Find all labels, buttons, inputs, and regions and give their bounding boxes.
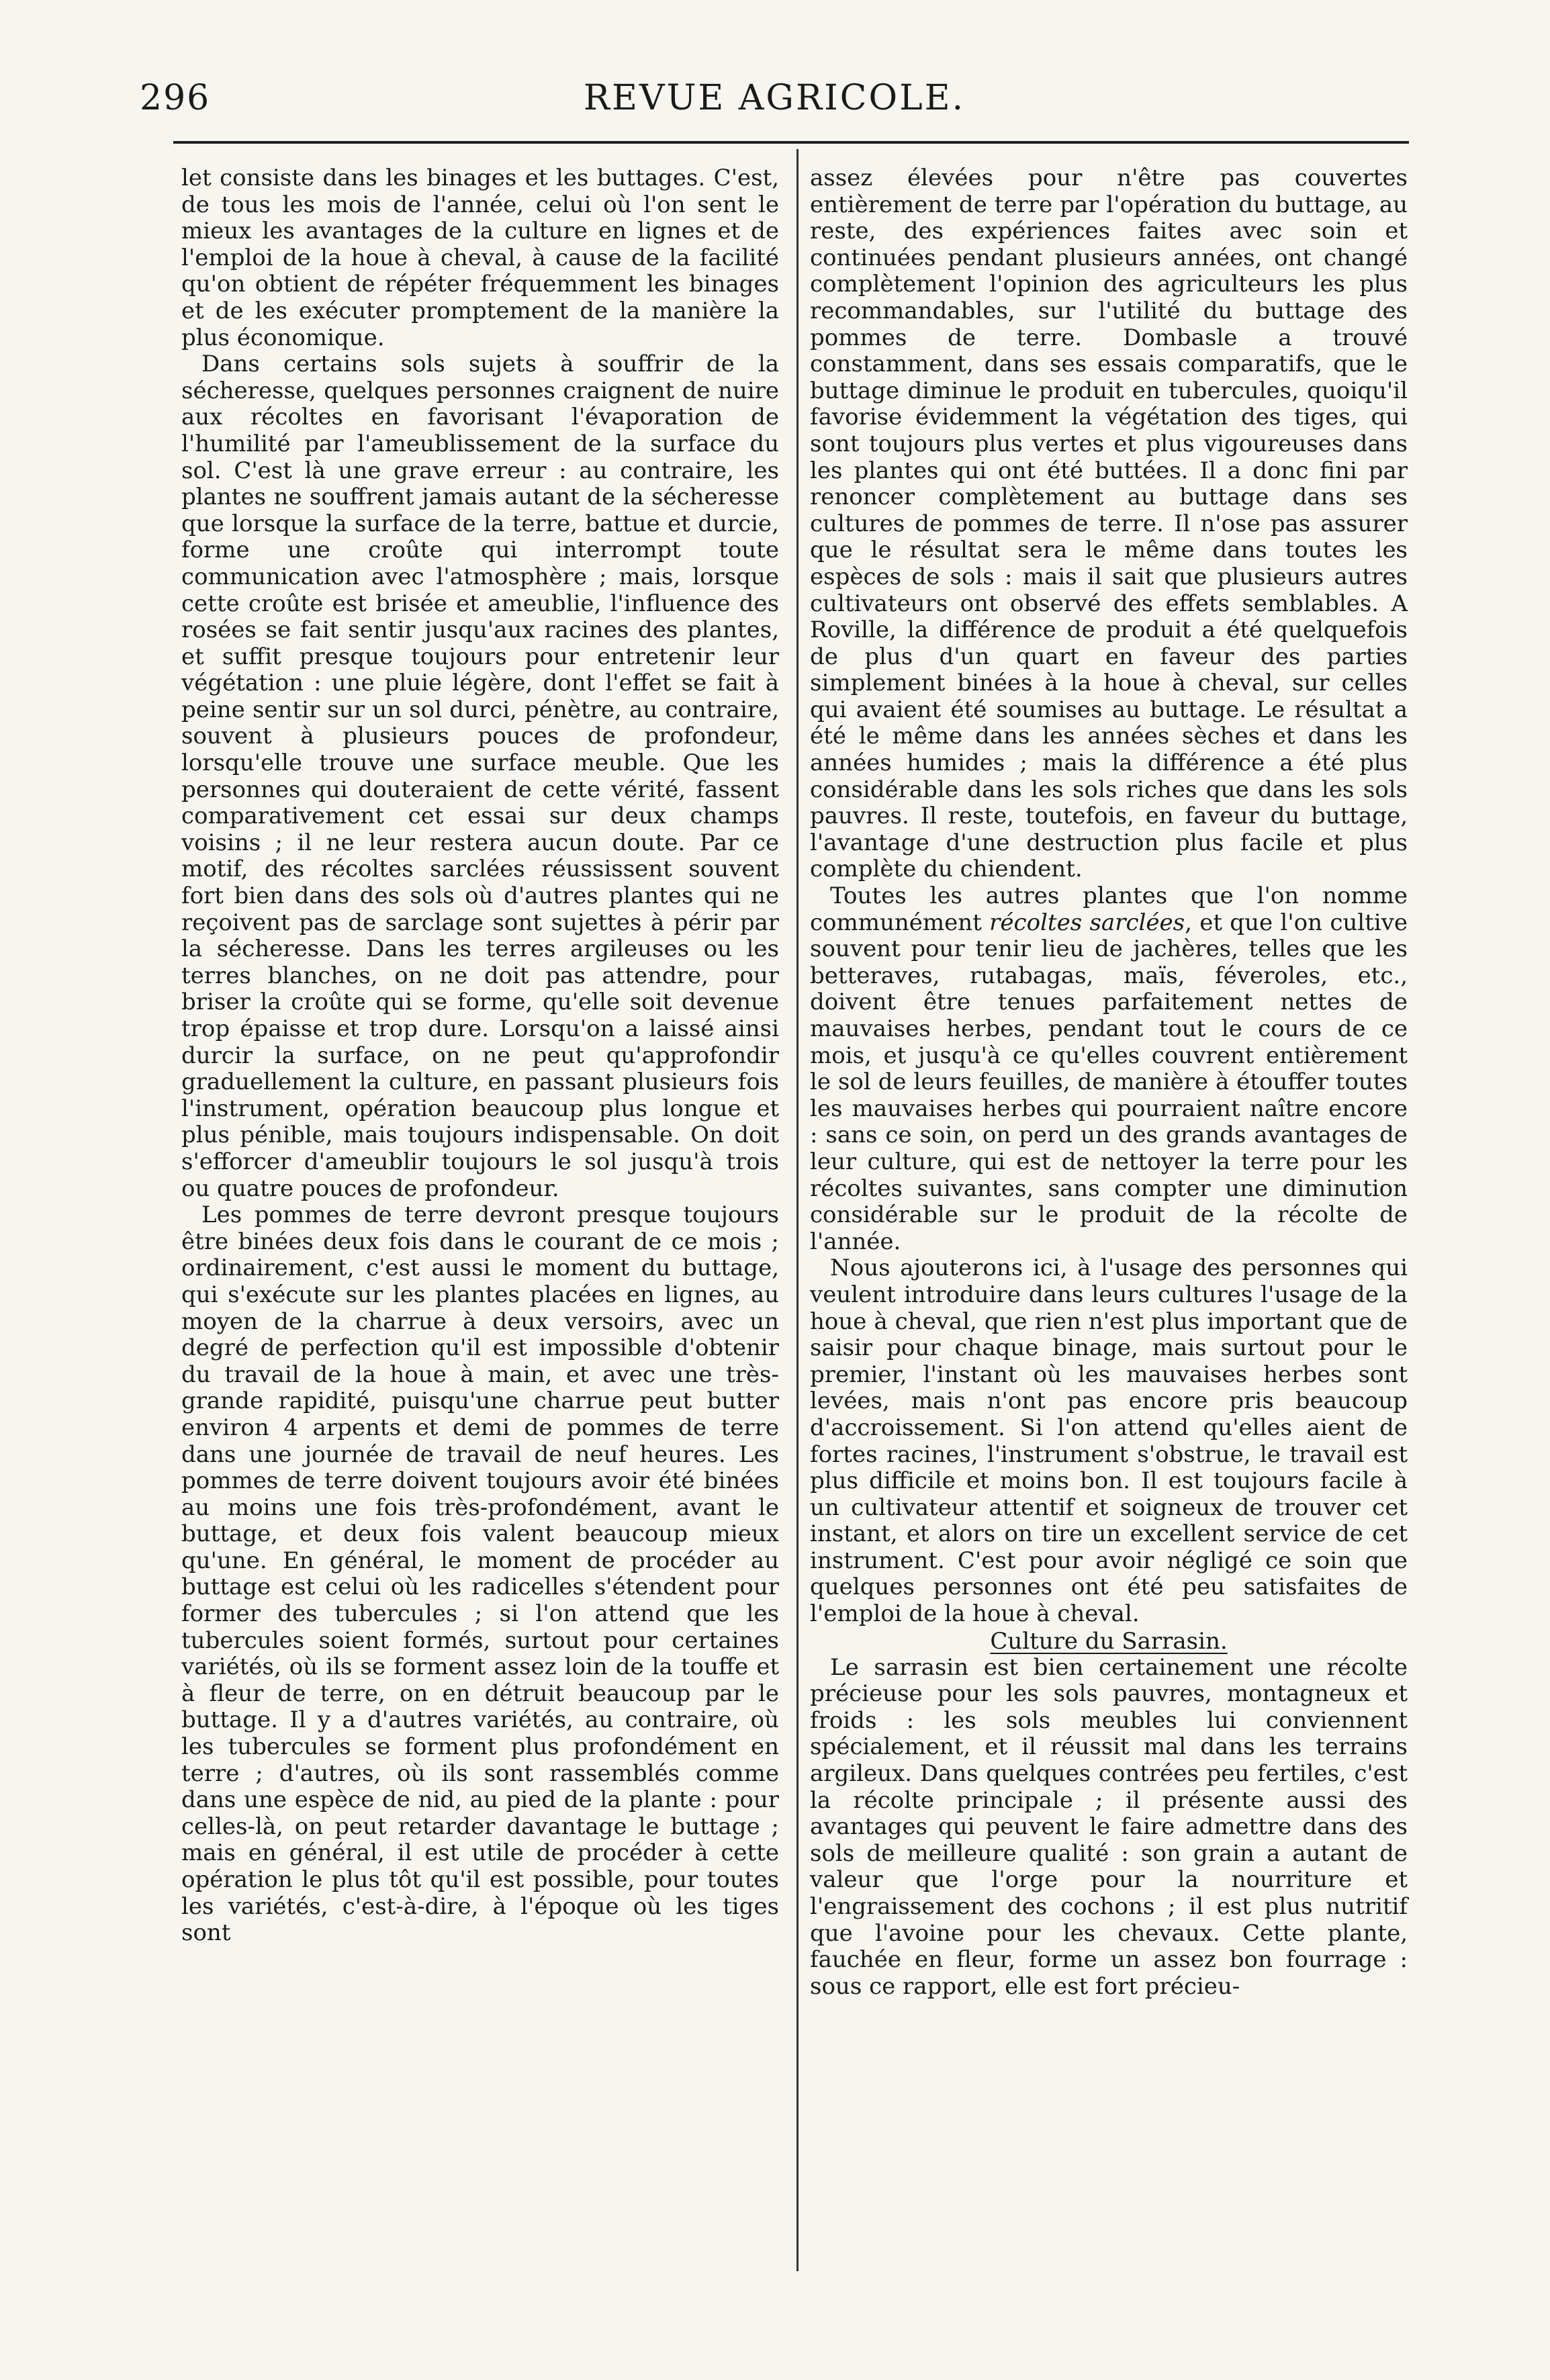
header-rule — [173, 141, 1409, 144]
section-title: Culture du Sarrasin. — [990, 1627, 1228, 1655]
italic-term: récoltes sarclées — [989, 909, 1185, 936]
right-column — [810, 165, 1408, 2000]
paragraph: let consiste dans les binages et les buttages. C'est, de tous les mois de l'année, celui où l'on sent le mieux les avantages de la culture en lignes et de l'emploi de la houe à cheval, à cause de la facilité qu'on obtient de répéter fréquemment les binages et de les exécuter promptement de la manière la plus économique. — [181, 165, 779, 351]
paragraph: Dans certains sols sujets à souffrir de la sécheresse, quelques personnes craignent de nuire aux récoltes en favorisant l'évaporation de l'humilité par l'ameublissement de la surface du sol. C'est là une grave erreur : au contraire, les plantes ne souffrent jamais autant de la sécheresse que lorsque la surface de la terre, battue et durcie, forme une croûte qui interrompt toute communication avec l'atmosphère ; mais, lorsque cette croûte est brisée et ameublie, l'influence des rosées se fait sentir jusqu'aux racines des plantes, et suffit presque toujours pour entretenir leur végétation : une pluie légère, dont l'effet se fait à peine sentir sur un sol durci, pénètre, au contraire, souvent à plusieurs pouces de profondeur, lorsqu'elle trouve une surface meuble. Que les personnes qui douteraient de cette vérité, fassent comparativement cet essai sur deux champs voisins ; il ne leur restera aucun doute. Par ce motif, des récoltes sarclées réussissent souvent fort bien dans des sols où d'autres plantes qui ne reçoivent pas de sarclage sont sujettes à périr par la sécheresse. Dans les terres argileuses ou les terres blanches, on ne doit pas attendre, pour briser la croûte qui se forme, qu'elle soit devenue trop épaisse et trop dure. Lorsqu'on a laissé ainsi durcir la surface, on ne peut qu'approfondir graduellement la culture, en passant plusieurs fois l'instrument, opération beaucoup plus longue et plus pénible, mais toujours indispensable. On doit s'efforcer d'ameublir toujours le sol jusqu'à trois ou quatre pouces de profondeur. — [181, 351, 779, 1202]
page-header — [140, 71, 1409, 125]
paragraph-text: Toutes les autres plantes que l'on nomme communément — [810, 882, 1408, 936]
page-number: 296 — [140, 78, 211, 118]
paragraph: Les pommes de terre devront presque toujours être binées deux fois dans le courant de ce mois ; ordinairement, c'est aussi le moment du buttage, qui s'exécute sur les plantes placées en lignes, au moyen de la charrue à deux versoirs, avec un degré de perfection qu'il est impossible d'obtenir du travail de la houe à main, et avec une très-grande rapidité, puisqu'une charrue peut butter environ 4 arpents et demi de pommes de terre dans une journée de travail de neuf heures. Les pommes de terre doivent toujours avoir été binées au moins une fois très-profondément, avant le buttage, et deux fois valent beaucoup mieux qu'une. En général, le moment de procéder au buttage est celui où les radicelles s'étendent pour former des tubercules ; si l'on attend que les tubercules soient formés, surtout pour certaines variétés, où ils se forment assez loin de la touffe et à fleur de terre, on en détruit beaucoup par le buttage. Il y a d'autres variétés, au contraire, où les tubercules se forment plus profondément en terre ; d'autres, où ils sont rassemblés comme dans une espèce de nid, au pied de la plante : pour celles-là, on peut retarder davantage le buttage ; mais en général, il est utile de procéder à cette opération le plus tôt qu'il est possible, pour toutes les variétés, c'est-à-dire, à l'époque où les tiges sont — [181, 1201, 779, 1947]
paragraph: assez élevées pour n'être pas couvertes entièrement de terre par l'opération du buttage, au reste, des expériences faites avec soin et continuées pendant plusieurs années, ont changé complètement l'opinion des agriculteurs les plus recommandables, sur l'utilité du buttage des pommes de terre. Dombasle a trouvé constamment, dans ses essais comparatifs, que le buttage diminue le produit en tubercules, quoiqu'il favorise évidemment la végétation des tiges, qui sont toujours plus vertes et plus vigoureuses dans les plantes qui ont été buttées. Il a donc fini par renoncer complètement au buttage dans ses cultures de pommes de terre. Il n'ose pas assurer que le résultat sera le même dans toutes les espèces de sols : mais il sait que plusieurs autres cultivateurs ont observé des effets semblables. A Roville, la différence de produit a été quelquefois de plus d'un quart en faveur des parties simplement binées à la houe à cheval, sur celles qui avaient été soumises au buttage. Le résultat a été le même dans les années sèches et dans les années humides ; mais la différence a été plus considérable dans les sols riches que dans les sols pauvres. Il reste, toutefois, en faveur du buttage, l'avantage d'une destruction plus facile et plus complète du chiendent. — [810, 165, 1408, 883]
running-title: REVUE AGRICOLE. — [583, 78, 966, 118]
paragraph — [810, 883, 1408, 1255]
paragraph-text: , et que l'on cultive souvent pour tenir lieu de jachères, telles que les betteraves, rutabagas, maïs, féveroles, etc., doivent être tenues parfaitement nettes de mauvaises herbes, pendant tout le cours de ce mois, et jusqu'à ce qu'elles couvrent entièrement le sol de leurs feuilles, de manière à étouffer toutes les mauvaises herbes qui pourraient naître encore : sans ce soin, on perd un des grands avantages de leur culture, qui est de nettoyer la terre pour les récoltes suivantes, sans compter une diminution considérable sur le produit de la récolte de l'année. — [810, 909, 1408, 1255]
paragraph: Le sarrasin est bien certainement une récolte précieuse pour les sols pauvres, montagneux et froids : les sols meubles lui conviennent spécialement, et il réussit mal dans les terrains argileux. Dans quelques contrées peu fertiles, c'est la récolte principale ; il présente aussi des avantages qui peuvent le faire admettre dans des sols de meilleure qualité : son grain a autant de valeur que l'orge pour la nourriture et l'engraissement des cochons ; il est plus nutritif que l'avoine pour les chevaux. Cette plante, fauchée en fleur, forme un assez bon fourrage : sous ce rapport, elle est fort précieu- — [810, 1653, 1408, 2000]
left-column — [181, 165, 779, 1947]
paragraph: Nous ajouterons ici, à l'usage des personnes qui veulent introduire dans leurs cultures l'usage de la houe à cheval, que rien n'est plus important que de saisir pour chaque binage, mais surtout pour le premier, l'instant où les mauvaises herbes sont levées, mais n'ont pas encore pris beaucoup d'accroissement. Si l'on attend qu'elles aient de fortes racines, l'instrument s'obstrue, le travail est plus difficile et moins bon. Il est toujours facile à un cultivateur attentif et soigneux de trouver cet instant, et alors on tire un excellent service de cet instrument. C'est pour avoir négligé ce soin que quelques personnes ont été peu satisfaites de l'emploi de la houe à cheval. — [810, 1254, 1408, 1628]
column-divider — [796, 149, 799, 2271]
